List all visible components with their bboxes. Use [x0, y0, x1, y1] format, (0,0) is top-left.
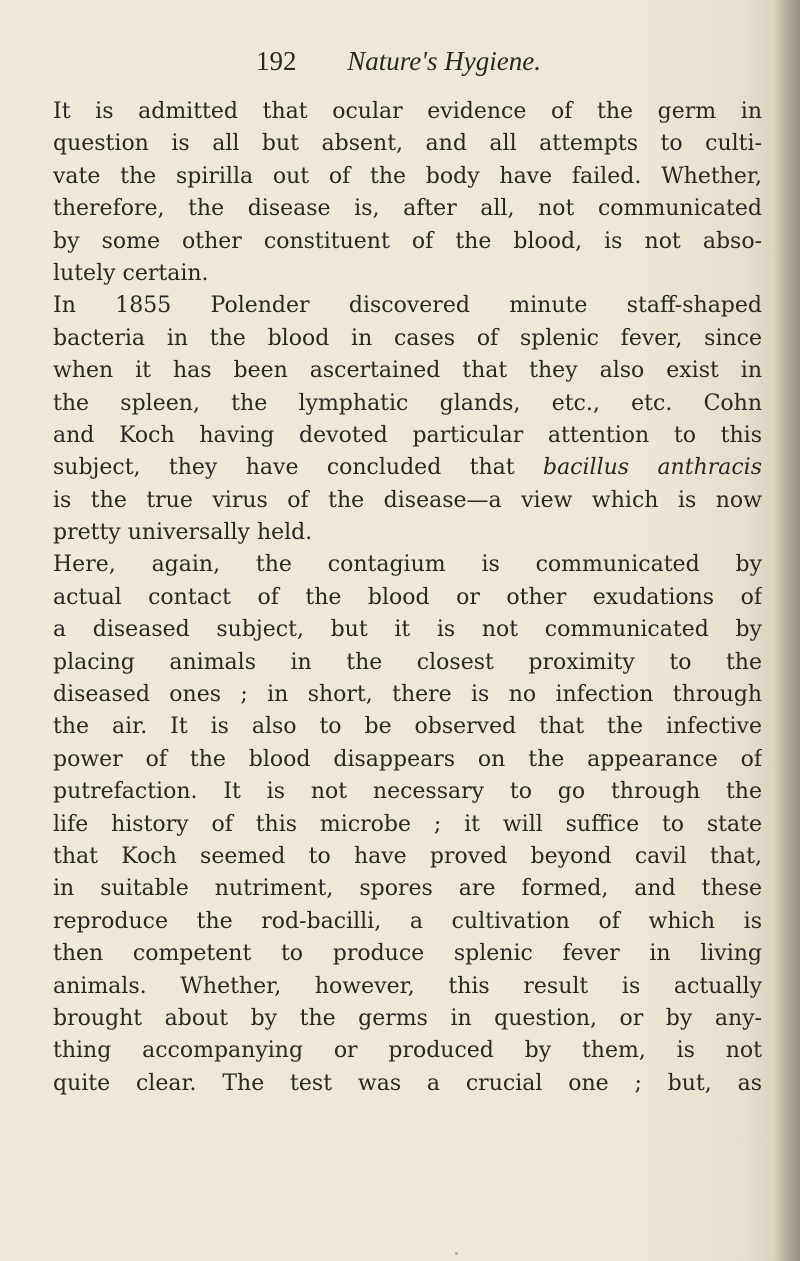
text-line: that Koch seemed to have proved beyond cavil that,: [53, 843, 762, 869]
text-line: Here, again, the contagium is communicated by: [53, 552, 762, 578]
text-line: subject, they have concluded that bacillus anthracis: [53, 455, 762, 481]
text-line: a diseased subject, but it is not communicated by: [53, 617, 762, 643]
text-line: the spleen, the lymphatic glands, etc., etc. Cohn: [53, 390, 762, 416]
text-line: reproduce the rod-bacilli, a cultivation of which is: [53, 908, 762, 934]
page-number: 192: [256, 46, 297, 76]
body-text: [53, 96, 762, 1100]
text-line: It is admitted that ocular evidence of the germ in: [53, 99, 762, 124]
text-line: pretty universally held.: [53, 520, 313, 546]
text-line: actual contact of the blood or other exudations of: [53, 584, 762, 610]
text-line: lutely certain.: [53, 260, 209, 286]
text-line: animals. Whether, however, this result is actually: [53, 973, 762, 999]
text-line: then competent to produce splenic fever in living: [53, 941, 762, 967]
text-line: by some other constituent of the blood, is not abso-: [53, 228, 762, 254]
text-line: vate the spirilla out of the body have failed. Whether,: [53, 163, 762, 189]
text-line: placing animals in the closest proximity to the: [53, 649, 762, 675]
text-line: brought about by the germs in question, or by any-: [53, 1005, 762, 1031]
text-line: diseased ones ; in short, there is no infection through: [53, 682, 762, 708]
text-line: in suitable nutriment, spores are formed, and these: [53, 876, 762, 902]
text-line: power of the blood disappears on the appearance of: [53, 746, 762, 772]
text-line: bacteria in the blood in cases of splenic fever, since: [53, 325, 762, 351]
print-speck: [455, 1252, 458, 1255]
text-line: putrefaction. It is not necessary to go through the: [53, 779, 762, 805]
text-line: is the true virus of the disease—a view which is now: [53, 487, 762, 513]
running-header: [256, 46, 656, 86]
text-line: and Koch having devoted particular attention to this: [53, 422, 762, 448]
text-line: the air. It is also to be observed that the infective: [53, 714, 762, 740]
running-title: Nature's Hygiene.: [347, 46, 541, 76]
text-line: therefore, the disease is, after all, not communicated: [53, 196, 762, 222]
italic-term: bacillus anthracis: [542, 455, 762, 481]
page-gutter-shadow: [774, 0, 800, 1261]
text-line: In 1855 Polender discovered minute staff-shaped: [53, 293, 762, 319]
text-line: question is all but absent, and all attempts to culti-: [53, 131, 762, 157]
text-line: quite clear. The test was a crucial one ; but, as: [53, 1070, 762, 1096]
text-line: life history of this microbe ; it will suffice to state: [53, 811, 762, 837]
text-line: thing accompanying or produced by them, is not: [53, 1038, 762, 1064]
text-line: when it has been ascertained that they also exist in: [53, 358, 762, 384]
